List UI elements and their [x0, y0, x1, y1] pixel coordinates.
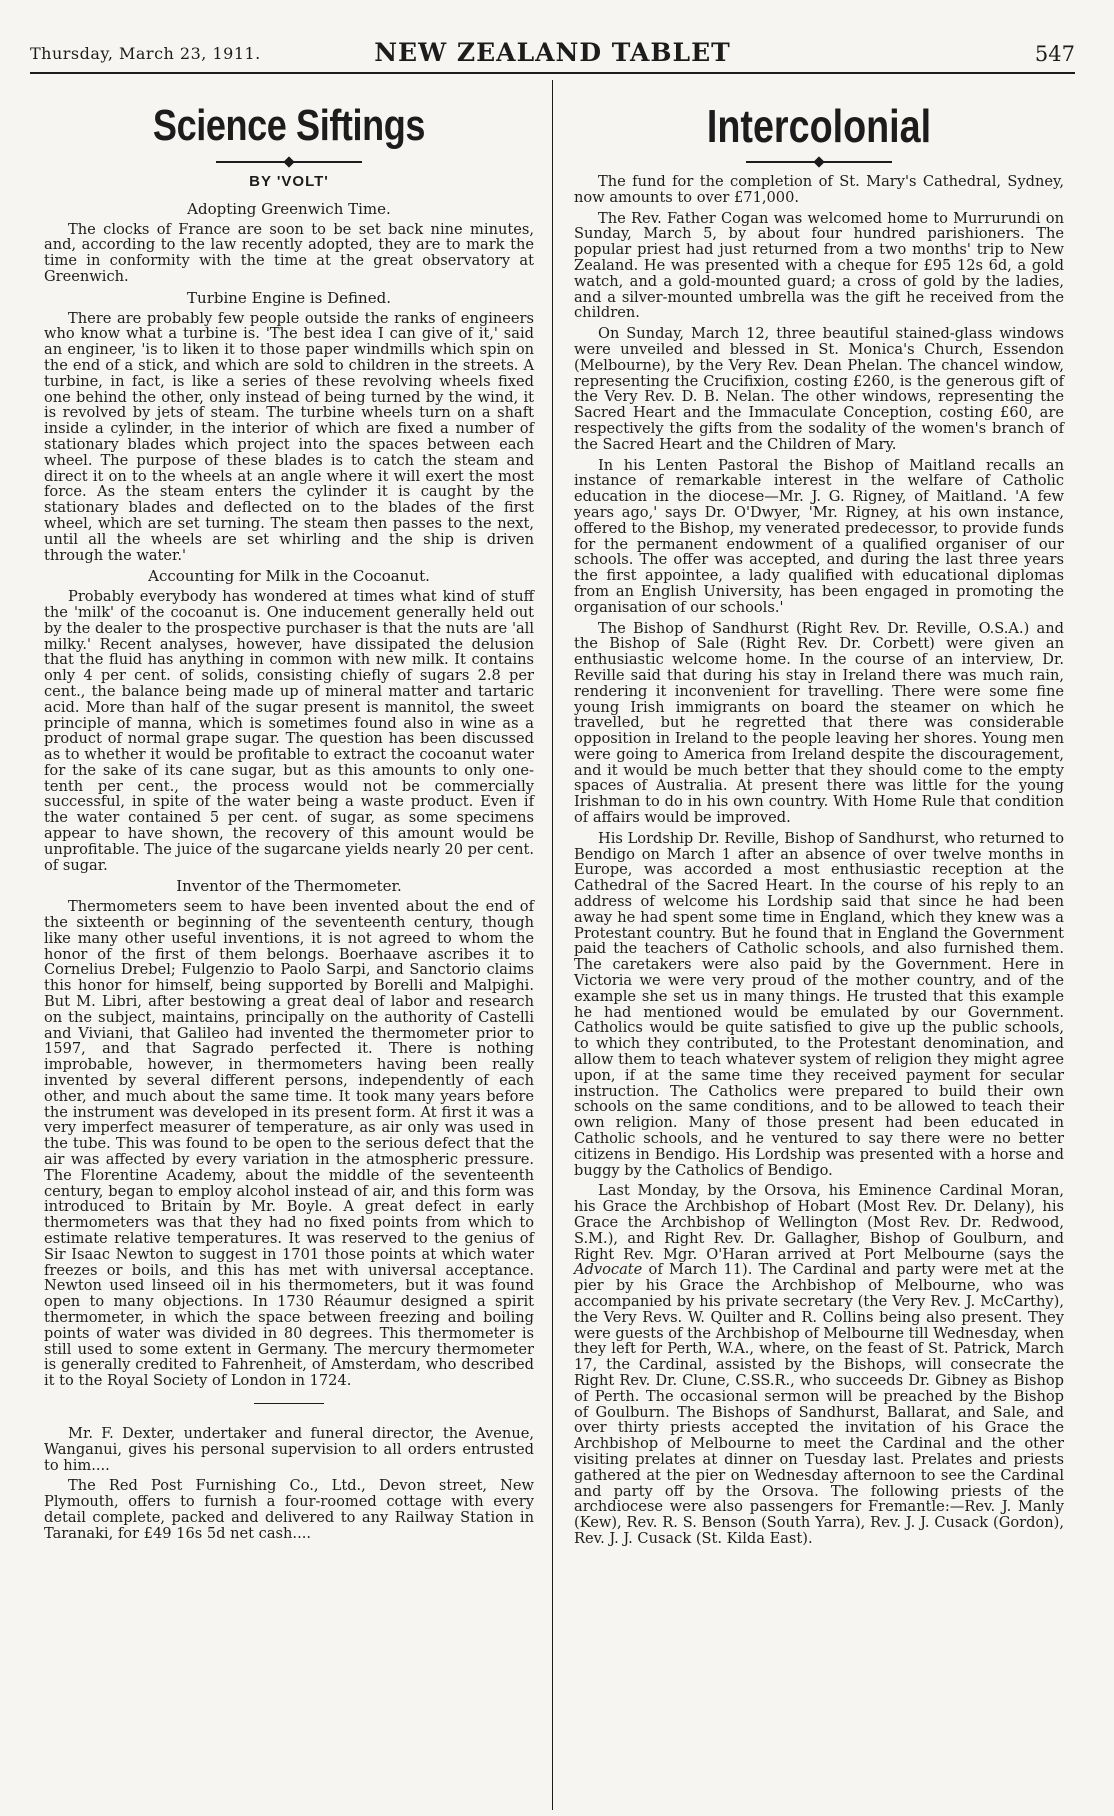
article-paragraph: The clocks of France are soon to be set back nine minutes, and, according to the law recently adopted, they are to mark the time in conformity with the time at the great observatory at Greenwich. — [44, 220, 534, 285]
issue-date: Thursday, March 23, 1911. — [30, 44, 261, 63]
news-paragraph: His Lordship Dr. Reville, Bishop of Sandhurst, who returned to Bendigo on March 1 after an absence of over twelve months in Europe, was accorded a most enthusiastic reception at the Cathedral of the Sacred Heart. In the course of his reply to an address of welcome his Lordship said that since he had been away he had spent some time in England, which they knew was a Protestant country. But he found that in England the Government paid the teachers of Catholic schools, and also furnished them. The caretakers were also paid by the Government. Here in Victoria we were very proud of the mother country, and of the example she set us in many things. He trusted that this example he had mentioned would be emulated by our Government. Catholics would be quite satisfied to give up the public schools, to which they contributed, to the Protestant denomination, and allow them to teach whatever system of religion they might agree upon, if at the same time they received payment for secular instruction. The Catholics were prepared to build their own schools on the same conditions, and to be allowed to teach their own religion. Many of those present had been educated in Catholic schools, and he ventured to say there were no better citizens in Bendigo. His Lordship was presented with a horse and buggy by the Catholics of Bendigo. — [574, 829, 1064, 1179]
section-heading: Inventor of the Thermometer. — [176, 877, 402, 896]
page-header — [30, 38, 1075, 66]
notice-paragraph: The Red Post Furnishing Co., Ltd., Devon street, New Plymouth, offers to furnish a four-roomed cottage with every detail complete, packed and delivered to any Railway Station in Taranaki, for £49 16s 5d net cash.... — [44, 1477, 534, 1542]
publication-name: Advocate — [574, 1261, 643, 1279]
notices — [44, 1426, 534, 1542]
separator-rule — [254, 1403, 324, 1404]
news-paragraph: The fund for the completion of St. Mary's Cathedral, Sydney, now amounts to over £71,000. — [574, 173, 1064, 206]
intercolonial-column — [574, 80, 1064, 1552]
byline: BY 'VOLT' — [249, 173, 329, 190]
news-paragraph: In his Lenten Pastoral the Bishop of Maitland recalls an instance of remarkable interest in the welfare of Catholic education in the diocese—Mr. J. G. Rigney, of Maitland. 'A few years ago,' says Dr. O'Dwyer, 'Mr. Rigney, at his own instance, offered to the Bishop, my venerated predecessor, to provide funds for the permanent endowment of a qualified organiser of our schools. The offer was accepted, and during the last three years the first appointee, a lady qualified with educational diplomas from an English University, has been engaged in promoting the organisation of our schools.' — [574, 456, 1064, 616]
notice-paragraph: Mr. F. Dexter, undertaker and funeral director, the Avenue, Wanganui, gives his personal supervision to all orders entrusted to him.... — [44, 1424, 534, 1474]
science-title: Science Siftings — [152, 101, 426, 150]
title-ornament — [574, 158, 1064, 166]
article-paragraph: Probably everybody has wondered at times what kind of stuff the 'milk' of the cocoanut is. One inducement generally held out by the dealer to the prospective purchaser is that the nuts are 'all milky.' Recent analyses, however, have dissipated the delusion that the fluid has anything in common with new milk. It contains only 4 per cent. of solids, consisting chiefly of sugars 2.8 per cent., the balance being made up of mineral matter and tartaric acid. More than half of the sugar present is mannitol, the sweet principle of manna, which is sometimes found also in wine as a product of normal grape sugar. The question has been discussed as to whether it would be profitable to extract the cocoanut water for the sake of its cane sugar, but as this amounts to only one-tenth per cent., the process would not be commercially successful, in spite of the water being a waste product. Even if the water contained 5 per cent. of sugar, as some specimens appear to have shown, the recovery of this amount would be unprofitable. The juice of the sugarcane yields nearly 20 per cent. of sugar. — [44, 588, 534, 874]
section-heading: Accounting for Milk in the Cocoanut. — [148, 567, 430, 586]
para-text-after: of March 11). The Cardinal and party were met at the pier by his Grace the Archbishop of Melbourne, who was accompanied by his private secretary (the Very Rev. J. McCarthy), the Very Revs. W. Quilter and R. Collins being also present. They were guests of the Archbishop of Melbourne till Wednesday, when they left for Perth, W.A., where, on the feast of St. Patrick, March 17, the Cardinal, assisted by the Bishops, will consecrate the Right Rev. Dr. Clune, C.SS.R., who succeeds Dr. Gibney as Bishop of Perth. The occasional sermon will be preached by the Bishop of Goulburn. The Bishops of Sandhurst, Ballarat, and Sale, and over thirty priests accepted the invitation of his Grace the Archbishop of Melbourne to meet the Cardinal and the other visiting prelates at dinner on Tuesday last. Prelates and priests gathered at the pier on Wednesday afternoon to see the Cardinal and party off by the Orsova. The following priests of the archdiocese were also passengers for Fremantle:—Rev. J. Manly (Kew), Rev. R. S. Benson (South Yarra), Rev. J. J. Cusack (Gordon), Rev. J. J. Cusack (St. Kilda East). — [574, 1261, 1064, 1547]
para-text-before: Last Monday, by the Orsova, his Eminence Cardinal Moran, his Grace the Archbishop of Hobart (Most Rev. Dr. Delany), his Grace the Archbishop of Wellington (Most Rev. Dr. Redwood, S.M.), and Right Rev. Dr. Gallagher, Bishop of Goulburn, and Right Rev. Mgr. O'Haran arrived at Port Melbourne (says the — [574, 1182, 1064, 1263]
column-divider — [552, 80, 553, 1810]
header-rule — [30, 72, 1075, 74]
section-heading: Adopting Greenwich Time. — [187, 199, 391, 218]
title-ornament — [44, 158, 534, 166]
science-column — [44, 80, 534, 1547]
news-paragraph: On Sunday, March 12, three beautiful stained-glass windows were unveiled and blessed in St. Monica's Church, Essendon (Melbourne), by the Very Rev. Dean Phelan. The chancel window, representing the Crucifixion, costing £260, is the generous gift of the Very Rev. D. B. Nelan. The other windows, representing the Sacred Heart and the Immaculate Conception, costing £60, are respectively the gifts from the sodality of the women's branch of the Sacred Heart and the Children of Mary. — [574, 325, 1064, 453]
intercolonial-title: Intercolonial — [706, 100, 932, 152]
page-number: 547 — [1034, 42, 1075, 66]
article-paragraph: Thermometers seem to have been invented about the end of the sixteenth or beginning of the seventeenth century, though like many other useful inventions, it is not agreed to whom the honor of the first of them belongs. Boerhaave ascribes it to Cornelius Drebel; Fulgenzio to Paolo Sarpi, and Sanctorio claims this honor for himself, being supported by Borelli and Malpighi. But M. Libri, after bestowing a great deal of labor and research on the subject, maintains, principally on the authority of Castelli and Viviani, that Galileo had invented the thermometer prior to 1597, and that Sagrado perfected it. There is nothing improbable, however, in thermometers having been really invented by several different persons, independently of each other, and much about the same time. It took many years before the instrument was developed in its present form. At first it was a very imperfect measurer of temperature, as air only was used in the tube. This was found to be open to the serious defect that the air was affected by every variation in the atmospheric pressure. The Florentine Academy, about the middle of the seventeenth century, began to employ alcohol instead of air, and this form was introduced to Britain by Mr. Boyle. A great defect in early thermometers was that they had no fixed points from which to estimate relative temperatures. It was reserved to the genius of Sir Isaac Newton to suggest in 1701 those points at which water freezes or boils, and this has met with universal acceptance. Newton used linseed oil in his thermometers, but it was found open to many objections. In 1730 Réaumur designed a spirit thermometer, in which the space between freezing and boiling points of water was divided in 80 degrees. This thermometer is still used to some extent in Germany. The mercury thermometer is generally credited to Fahrenheit, of Amsterdam, who described it to the Royal Society of London in 1724. — [44, 898, 534, 1390]
article-paragraph: There are probably few people outside the ranks of engineers who know what a turbine is. 'The best idea I can give of it,' said an engineer, 'is to liken it to those paper windmills which spin on the end of a stick, and which are sold to children in the streets. A turbine, in fact, is like a series of these revolving wheels fixed one behind the other, only instead of being turned by the wind, it is revolved by jets of steam. The turbine wheels turn on a shaft inside a cylinder, in the interior of which are fixed a number of stationary blades which project into the spaces between each wheel. The purpose of these blades is to catch the steam and direct it on to the wheels at an angle where it will exert the most force. As the steam enters the cylinder it is caught by the stationary blades and deflected on to the blades of the first wheel, which are set turning. The steam then passes to the next, until all the wheels are set whirling and the ship is driven through the water.' — [44, 309, 534, 564]
news-paragraph: The Bishop of Sandhurst (Right Rev. Dr. Reville, O.S.A.) and the Bishop of Sale (Right Rev. Dr. Corbett) were given an enthusiastic welcome home. In the course of an interview, Dr. Reville said that during his stay in Ireland there was much rain, rendering it inconvenient for travelling. There were some fine young Irish immigrants on board the steamer on which he travelled, but he regretted that there was considerable opposition in Ireland to the people leaving her shores. Young men were going to America from Ireland despite the discouragement, and it would be much better that they should come to the empty spaces of Australia. At present there was little for the young Irishman to do in his own country. With Home Rule that condition of affairs would be improved. — [574, 619, 1064, 827]
news-paragraph: The Rev. Father Cogan was welcomed home to Murrurundi on Sunday, March 5, by about four hundred parishioners. The popular priest had just returned from a two months' trip to New Zealand. He was presented with a cheque for £95 12s 6d, a gold watch, and a gold-mounted guard; a cross of gold by the ladies, and a silver-mounted umbrella was the gift he received from the children. — [574, 209, 1064, 322]
masthead-title: NEW ZEALAND TABLET — [374, 38, 731, 67]
news-paragraph — [574, 1183, 1064, 1546]
section-heading: Turbine Engine is Defined. — [187, 288, 391, 307]
